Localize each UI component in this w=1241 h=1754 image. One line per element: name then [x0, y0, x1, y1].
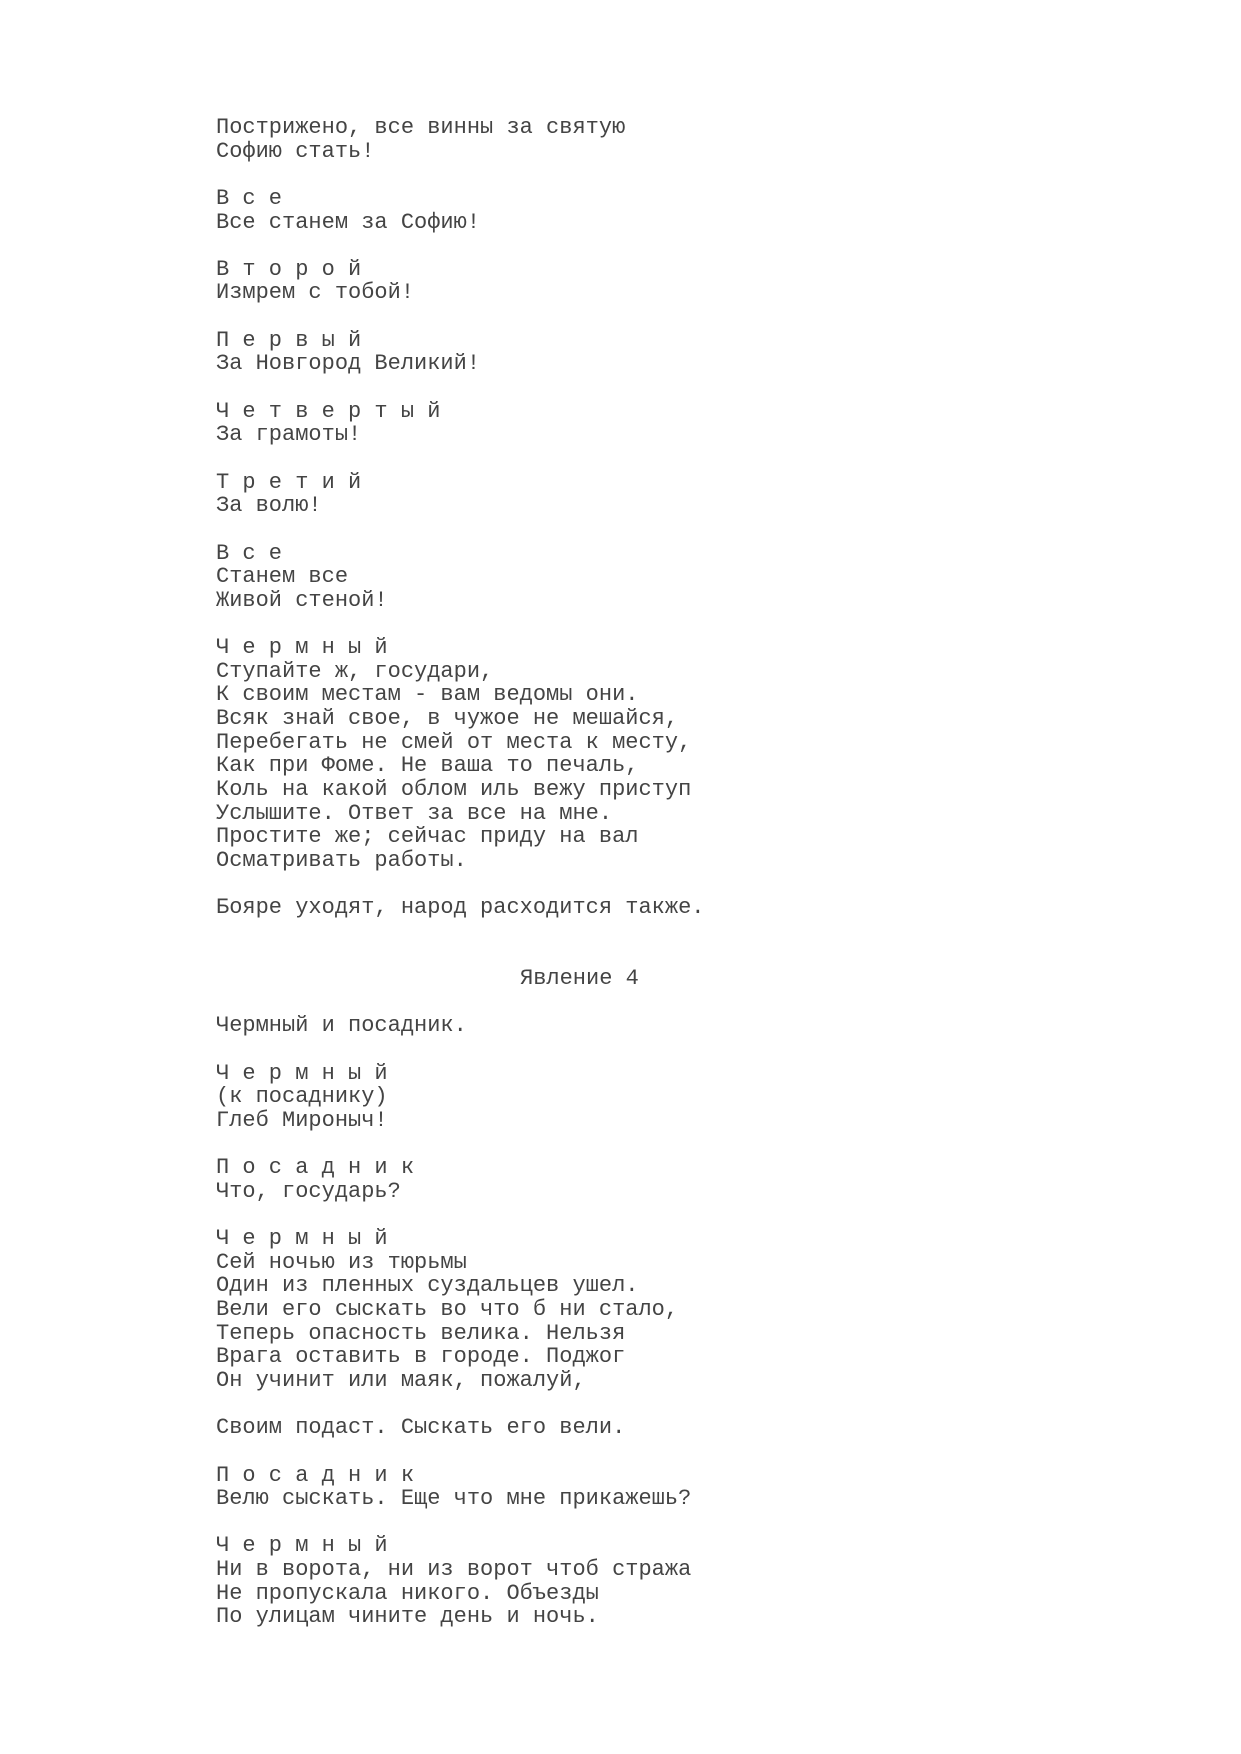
blank-line: [216, 305, 704, 329]
speaker-name: Ч е р м н ы й: [216, 1533, 388, 1559]
blank-line: [216, 447, 704, 471]
stage-direction: Бояре уходят, народ расходится также.: [216, 895, 705, 921]
dialogue-line: Ни в ворота, ни из ворот чтоб стража: [216, 1557, 692, 1583]
dialogue-line: Коль на какой облом иль вежу приступ: [216, 776, 692, 802]
blank-line: [216, 920, 704, 944]
blank-line: [216, 1511, 704, 1535]
blank-line: [216, 1038, 704, 1062]
speaker-name: Ч е р м н ы й: [216, 635, 388, 661]
dialogue-line: Софию стать!: [216, 138, 375, 164]
speaker-name: Т р е т и й: [216, 469, 362, 495]
play-script-text: [216, 116, 704, 1629]
blank-line: [216, 1203, 704, 1227]
dialogue-line: Осматривать работы.: [216, 847, 467, 873]
speaker-name: В т о р о й: [216, 256, 362, 282]
blank-line: [216, 1440, 704, 1464]
dialogue-line: Что, государь?: [216, 1178, 401, 1204]
dialogue-line: По улицам чините день и ночь.: [216, 1604, 599, 1630]
dialogue-line: Как при Фоме. Не ваша то печаль,: [216, 753, 639, 779]
dialogue-line: Теперь опасность велика. Нельзя: [216, 1320, 626, 1346]
speaker-name: П е р в ы й: [216, 327, 362, 353]
dialogue-line: Станем все: [216, 564, 349, 590]
dialogue-line: Всяк знай свое, в чужое не мешайся,: [216, 706, 679, 732]
blank-line: [216, 376, 704, 400]
blank-line: [216, 991, 704, 1015]
speaker-name: Ч е р м н ы й: [216, 1060, 388, 1086]
dialogue-line: Все станем за Софию!: [216, 209, 481, 235]
dialogue-line: Врага оставить в городе. Поджог: [216, 1344, 626, 1370]
dialogue-line: Глеб Мироныч!: [216, 1107, 388, 1133]
speaker-name: Ч е р м н ы й: [216, 1226, 388, 1252]
dialogue-line: Своим подаст. Сыскать его вели.: [216, 1415, 626, 1441]
dialogue-line: Услышите. Ответ за все на мне.: [216, 800, 613, 826]
dialogue-line: Вели его сыскать во что б ни стало,: [216, 1297, 679, 1323]
dialogue-line: Перебегать не смей от места к месту,: [216, 729, 692, 755]
speaker-name: П о с а д н и к: [216, 1155, 415, 1181]
speaker-name: Ч е т в е р т ы й: [216, 398, 441, 424]
dialogue-line: Измрем с тобой!: [216, 280, 415, 306]
blank-line: [216, 163, 704, 187]
blank-line: [216, 873, 704, 897]
dialogue-line: Простите же; сейчас приду на вал: [216, 824, 639, 850]
dialogue-line: Один из пленных суздальцев ушел.: [216, 1273, 639, 1299]
dialogue-line: Пострижено, все винны за святую: [216, 115, 626, 140]
dialogue-line: Не пропускала никого. Объезды: [216, 1580, 599, 1606]
blank-line: [216, 518, 704, 542]
dialogue-line: За Новгород Великий!: [216, 351, 481, 377]
speaker-name: В с е: [216, 540, 283, 566]
dialogue-line: Ступайте ж, государи,: [216, 658, 494, 684]
blank-line: [216, 1133, 704, 1157]
dialogue-line: За грамоты!: [216, 422, 362, 448]
dialogue-line: Велю сыскать. Еще что мне прикажешь?: [216, 1486, 692, 1512]
stage-direction: Чермный и посадник.: [216, 1013, 467, 1039]
scene-heading: Явление 4: [520, 966, 639, 992]
speaker-name: П о с а д н и к: [216, 1462, 415, 1488]
blank-line: [216, 943, 704, 967]
blank-line: [216, 1393, 704, 1417]
dialogue-line: За волю!: [216, 493, 322, 519]
dialogue-line: К своим местам - вам ведомы они.: [216, 682, 639, 708]
parenthetical-direction: (к посаднику): [216, 1084, 388, 1110]
speaker-name: В с е: [216, 185, 283, 211]
blank-line: [216, 234, 704, 258]
dialogue-line: Живой стеной!: [216, 587, 388, 613]
blank-line: [216, 612, 704, 636]
dialogue-line: Он учинит или маяк, пожалуй,: [216, 1367, 586, 1393]
dialogue-line: Сей ночью из тюрьмы: [216, 1249, 467, 1275]
